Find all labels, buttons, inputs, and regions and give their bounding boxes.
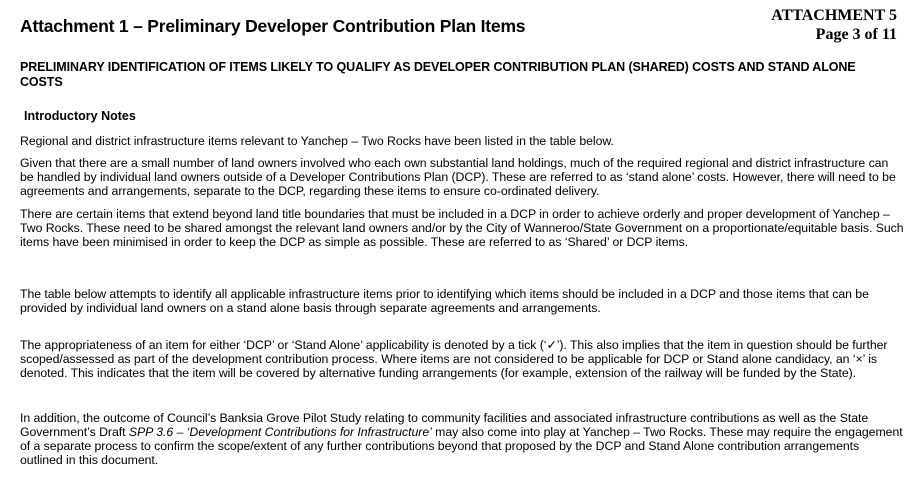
paragraph-stand-alone-costs: Given that there are a small number of land owners involved who each own substantial land holdings, much of the required regional and district infrastructure can be handled by individual land owners outside of a Developer Contributions Plan (DCP). These are referred to as ‘stand alone’ costs. However, there will need to be agreements and arrangements, separate to the DCP, regarding these items to ensure co-ordinated delivery. — [20, 156, 896, 198]
policy-reference: SPP 3.6 – ‘Development Contributions for Infrastructure’ — [128, 425, 432, 439]
page-number: Page 3 of 11 — [815, 26, 897, 43]
attachment-label: ATTACHMENT 5 — [771, 7, 897, 24]
attachment-header — [771, 6, 897, 44]
paragraph-shared-items: There are certain items that extend beyond land title boundaries that must be included in a DCP in order to achieve orderly and proper development of Yanchep – Two Rocks. These need to be shared amongst the relevant land owners and/or by the City of Wanneroo/State Government on a proportionate/equitable basis. Such items have been minimised in order to keep the DCP as simple as possible. These are referred to as ‘Shared’ or DCP items. — [20, 207, 904, 249]
document-subtitle: PRELIMINARY IDENTIFICATION OF ITEMS LIKELY TO QUALIFY AS DEVELOPER CONTRIBUTION PLAN (SHARED) COSTS AND STAND ALONE COSTS — [20, 60, 856, 89]
paragraph-regional-items: Regional and district infrastructure items relevant to Yanchep – Two Rocks have been listed in the table below. — [20, 134, 614, 148]
paragraph-text: may also come into play at Yanchep – Two Rocks. These may require the engagement of a separate process to confirm the scope/extent of any further contributions beyond that proposed by the DCP and Stand Alone contribution arrangements outlined in this document. — [20, 425, 903, 467]
section-heading: Introductory Notes — [24, 109, 136, 123]
paragraph-banksia-grove — [20, 411, 905, 467]
page-title: Attachment 1 – Preliminary Developer Contribution Plan Items — [20, 16, 526, 36]
paragraph-text: In addition, the outcome of Council’s Banksia Grove Pilot Study relating to community facilities and associated infrastructure contributions as well as the State Government’s Draft — [20, 411, 869, 439]
paragraph-table-intro: The table below attempts to identify all applicable infrastructure items prior to identifying which items should be included in a DCP and those items that can be provided by individual land owners on a stand alone basis through separate agreements and arrangements. — [20, 287, 869, 315]
paragraph-tick-cross-notation: The appropriateness of an item for either ‘DCP’ or ‘Stand Alone’ applicability is denoted by a tick (‘✓’). This also implies that the item in question should be further scoped/assessed as part of the development contribution process. Where items are not considered to be applicable for DCP or Stand alone candidacy, an ‘×’ is denoted. This indicates that the item will be covered by alternative funding arrangements (for example, extension of the railway will be funded by the State). — [20, 338, 888, 380]
